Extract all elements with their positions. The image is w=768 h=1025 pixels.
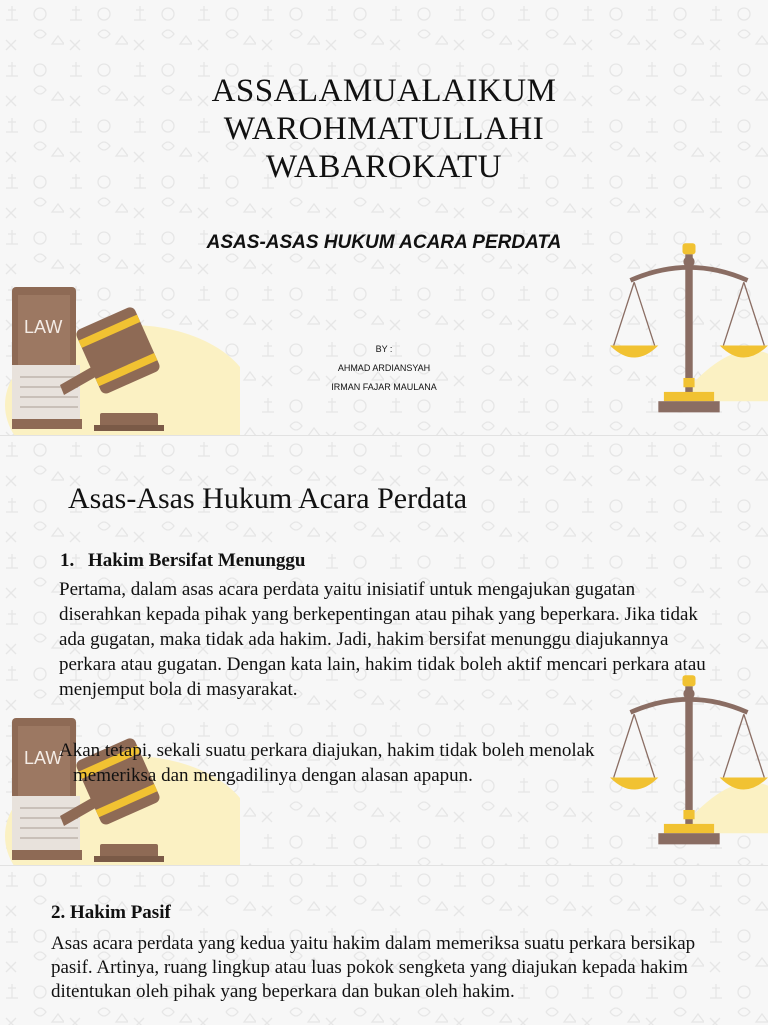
law-book-gavel-icon bbox=[0, 285, 240, 435]
author-name-2: IRMAN FAJAR MAULANA bbox=[331, 382, 437, 392]
author-name-1: AHMAD ARDIANSYAH bbox=[337, 363, 431, 373]
section-heading-1 bbox=[60, 550, 305, 572]
slide-title: Asas-Asas Hukum Acara Perdata bbox=[68, 482, 468, 515]
presentation-subtitle: ASAS-ASAS HUKUM ACARA PERDATA bbox=[206, 232, 562, 253]
paragraph-2-line-2: memeriksa dan mengadilinya dengan alasan apapun. bbox=[73, 765, 473, 786]
paragraph-2-line-1: Akan tetapi, sekali suatu perkara diajukan, hakim tidak boleh menolak bbox=[59, 740, 595, 761]
law-book-label: LAW bbox=[24, 317, 63, 337]
heading-text: Hakim Bersifat Menunggu bbox=[88, 550, 306, 571]
greeting-line-2: WAROHMATULLAHI bbox=[223, 111, 545, 147]
content-slide-2 bbox=[0, 865, 768, 1025]
paragraph-3: Asas acara perdata yang kedua yaitu hakim dalam memeriksa suatu perkara bersikap pasif. Artinya, ruang lingkup atau luas pokok sengketa yang diajukan kepada hakim ditentukan oleh pihak yang beperkara dan bukan oleh hakim. bbox=[51, 933, 696, 1002]
greeting-title bbox=[0, 72, 768, 186]
law-book-label: LAW bbox=[24, 748, 63, 768]
greeting-line-3: WABAROKATU bbox=[266, 149, 502, 185]
heading-number: 1. bbox=[60, 550, 75, 571]
title-slide bbox=[0, 0, 768, 435]
section-heading-2: 2. Hakim Pasif bbox=[51, 902, 171, 923]
by-label: BY : bbox=[375, 344, 393, 354]
paragraph-2 bbox=[59, 738, 709, 788]
greeting-line-1: ASSALAMUALAIKUM bbox=[211, 73, 557, 109]
paragraph-1: Pertama, dalam asas acara perdata yaitu inisiatif untuk mengajukan gugatan diserahkan kepada pihak yang berkepentingan atau pihak yang beperkara. Jika tidak ada gugatan, maka tidak ada hakim. Jadi, hakim bersifat menunggu diajukannya perkara atau gugatan. Dengan kata lain, hakim tidak boleh aktif mencari perkara atau menjemput bola di masyarakat. bbox=[59, 579, 706, 700]
scales-of-justice-icon bbox=[610, 228, 768, 435]
authors-block bbox=[284, 340, 484, 397]
content-slide-1 bbox=[0, 435, 768, 866]
